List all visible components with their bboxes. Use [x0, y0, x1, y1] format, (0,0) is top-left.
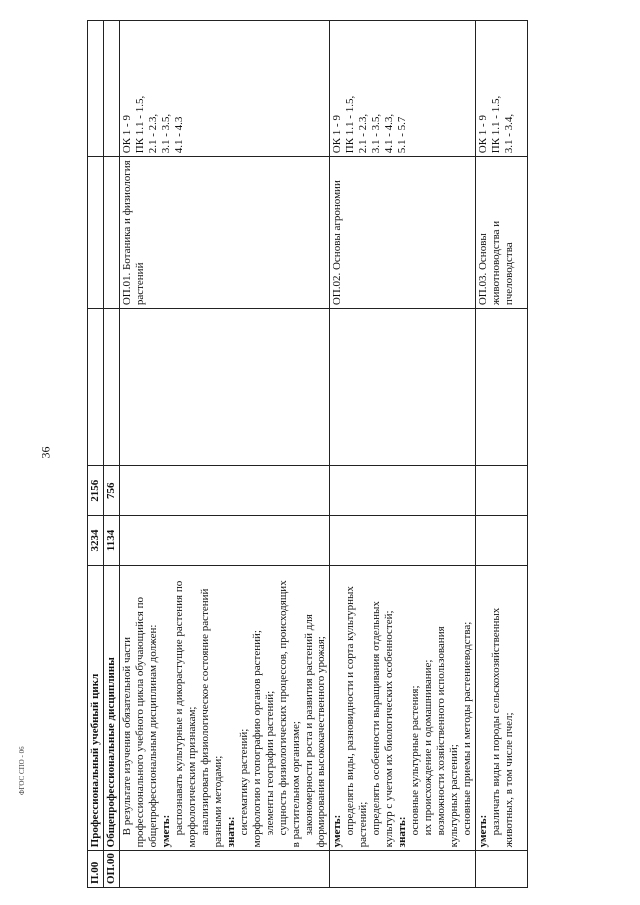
table-row — [476, 21, 528, 888]
discipline-name: ОП.02. Основы агрономии — [330, 157, 476, 309]
agronomy-requirements: уметь: определять виды, разновидности и сорта культурных растений; определять особенности выращивания отдельных культур с учетом их биологических особенностей; знать: основные культурные растения; их происхождение и одомашнивание; возможности хозяйственного использования культурных растений; основные приемы и методы растениеводства; — [330, 565, 476, 851]
cycle-max-load: 3234 — [88, 516, 104, 566]
footer-code: ФГОС СПО - 06 — [18, 746, 26, 795]
cycle-required-load: 2156 — [88, 466, 104, 516]
competency-codes: ОК 1 - 9 ПК 1.1 - 1.5, 3.1 - 3.4, — [476, 21, 528, 157]
page-number: 36 — [38, 446, 53, 459]
knowledge-label: знать: — [224, 816, 237, 848]
livestock-requirements: уметь: различать виды и породы сельскохозяйственных животных, в том числе пчел; — [476, 565, 528, 851]
cycle-code: П.00 — [88, 851, 104, 888]
section-required-load: 756 — [103, 466, 119, 516]
skills-label: уметь: — [159, 814, 172, 848]
section-title: Общепрофессиональные дисциплины — [103, 565, 119, 851]
section-code: ОП.00 — [103, 851, 119, 888]
table-row — [103, 21, 119, 888]
rotated-table-container — [87, 20, 625, 888]
table-row — [88, 21, 104, 888]
discipline-name: ОП.03. Основы животноводства и пчеловодства — [476, 157, 528, 309]
cycle-title: Профессиональный учебный цикл — [88, 565, 104, 851]
discipline-name: ОП.01. Ботаника и физиология растений — [119, 157, 330, 309]
curriculum-table — [87, 20, 528, 888]
table-row — [330, 21, 476, 888]
competency-codes: ОК 1 - 9 ПК 1.1 - 1.5, 2.1 - 2.3, 3.1 - 3.5, 4.1 - 4.3 — [119, 21, 330, 157]
competency-codes: ОК 1 - 9 ПК 1.1 - 1.5, 2.1 - 2.3, 3.1 - 3.5, 4.1 - 4.3, 5.1 - 5.7 — [330, 21, 476, 157]
botany-requirements: В результате изучения обязательной части профессионального учебного цикла обучающийся по общепрофессиональным дисциплинам должен: уметь: распознавать культурные и дикорастущие растения по морфологическим признакам; анализировать физиологическое состояние растений разными методами; знать: систематику растений; морфологию и топографию органов растений; элементы географии растений; сущность физиологических процессов, происходящих в растительном организме; закономерности роста и развития растений для формирования высококачественного урожая; — [119, 565, 330, 851]
section-max-load: 1134 — [103, 516, 119, 566]
table-row — [119, 21, 330, 888]
